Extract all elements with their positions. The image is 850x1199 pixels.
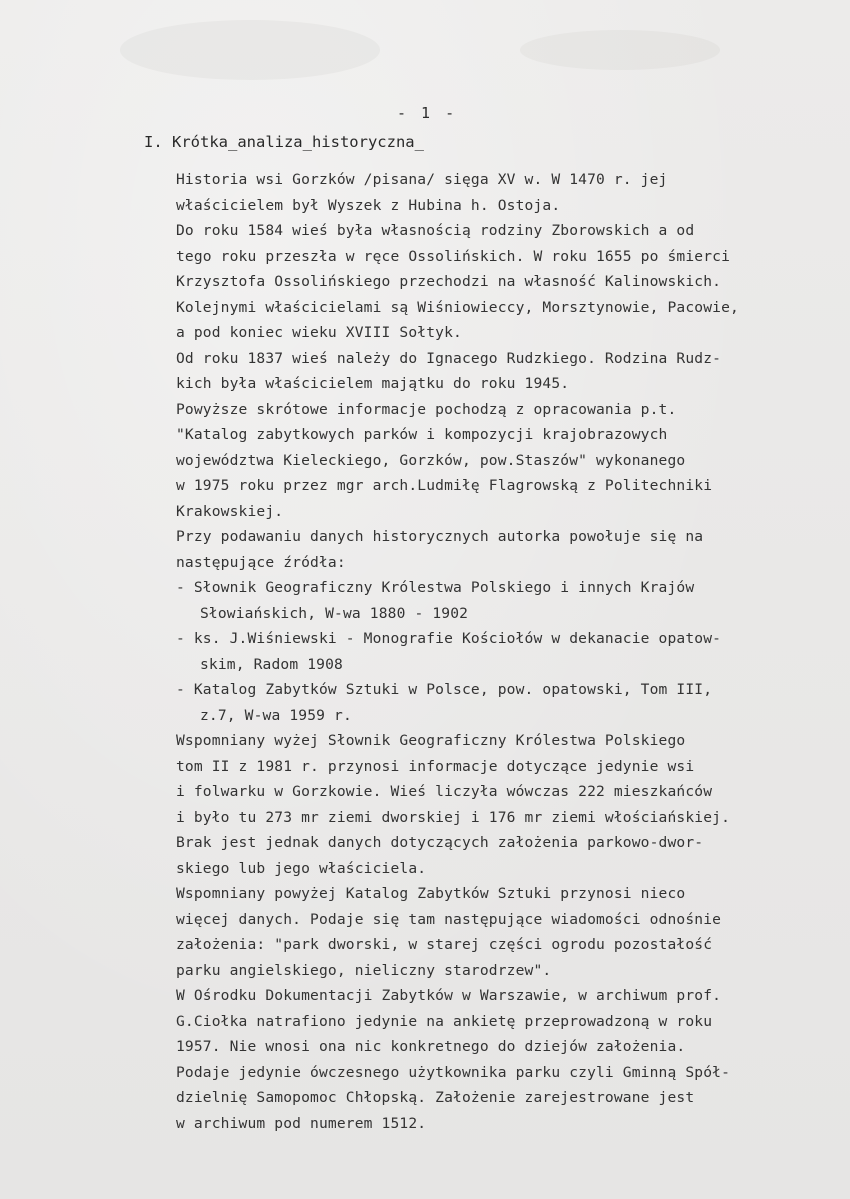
text-line: Wspomniany wyżej Słownik Geograficzny Królestwa Polskiego [176,732,686,749]
list-item: - ks. J.Wiśniewski - Monografie Kościołów w dekanacie opatow- [176,630,722,647]
text-line: W Ośrodku Dokumentacji Zabytków w Warszawie, w archiwum prof. [176,987,722,1004]
text-line: G.Ciołka natrafiono jedynie na ankietę przeprowadzoną w roku [176,1013,713,1030]
text-line: województwa Kieleckiego, Gorzków, pow.Staszów" wykonanego [176,452,686,469]
text-line: skiego lub jego właściciela. [176,860,427,877]
text-line: Kolejnymi właścicielami są Wiśniowieccy, Morsztynowie, Pacowie, [176,299,739,316]
text-line: Wspomniany powyżej Katalog Zabytków Sztuki przynosi nieco [176,885,686,902]
text-line: tego roku przeszła w ręce Ossolińskich. W roku 1655 po śmierci [176,248,731,265]
text-line: Powyższe skrótowe informacje pochodzą z opracowania p.t. [176,401,677,418]
text-line: Przy podawaniu danych historycznych autorka powołuje się na [176,528,704,545]
text-line: parku angielskiego, nieliczny starodrzew". [176,962,552,979]
text-line: założenia: "park dworski, w starej części ogrodu pozostałość [176,936,713,953]
text-line: Historia wsi Gorzków /pisana/ sięga XV w. W 1470 r. jej [176,171,668,188]
list-item-continuation: skim, Radom 1908 [200,656,343,673]
text-line: Podaje jedynie ówczesnego użytkownika parku czyli Gminną Spół- [176,1064,731,1081]
paper-stain [520,30,720,70]
text-line: Brak jest jednak danych dotyczących założenia parkowo-dwor- [176,834,704,851]
text-line: Krzysztofa Ossolińskiego przechodzi na własność Kalinowskich. [176,273,722,290]
text-line: Od roku 1837 wieś należy do Ignacego Rudzkiego. Rodzina Rudz- [176,350,722,367]
text-line: kich była właścicielem majątku do roku 1945. [176,375,570,392]
text-line: i folwarku w Gorzkowie. Wieś liczyła wówczas 222 mieszkańców [176,783,713,800]
text-line: dzielnię Samopomoc Chłopską. Założenie zarejestrowane jest [176,1089,695,1106]
text-line: a pod koniec wieku XVIII Sołtyk. [176,324,462,341]
text-line: więcej danych. Podaje się tam następujące wiadomości odnośnie [176,911,722,928]
text-line: 1957. Nie wnosi ona nic konkretnego do dziejów założenia. [176,1038,686,1055]
text-line: i było tu 273 mr ziemi dworskiej i 176 mr ziemi włościańskiej. [176,809,731,826]
page-number: - 1 - [397,104,458,122]
text-line: właścicielem był Wyszek z Hubina h. Ostoja. [176,197,561,214]
list-item-continuation: Słowiańskich, W-wa 1880 - 1902 [200,605,469,622]
text-line: "Katalog zabytkowych parków i kompozycji krajobrazowych [176,426,668,443]
list-item-continuation: z.7, W-wa 1959 r. [200,707,352,724]
text-line: w archiwum pod numerem 1512. [176,1115,427,1132]
text-line: Do roku 1584 wieś była własnością rodziny Zborowskich a od [176,222,695,239]
text-line: Krakowskiej. [176,503,284,520]
paper-stain [120,20,380,80]
text-line: w 1975 roku przez mgr arch.Ludmiłę Flagrowską z Politechniki [176,477,713,494]
text-line: następujące źródła: [176,554,346,571]
list-item: - Słownik Geograficzny Królestwa Polskiego i innych Krajów [176,579,695,596]
list-item: - Katalog Zabytków Sztuki w Polsce, pow. opatowski, Tom III, [176,681,713,698]
section-heading: I. Krótka_analiza_historyczna_ [144,133,424,151]
text-line: tom II z 1981 r. przynosi informacje dotyczące jedynie wsi [176,758,695,775]
